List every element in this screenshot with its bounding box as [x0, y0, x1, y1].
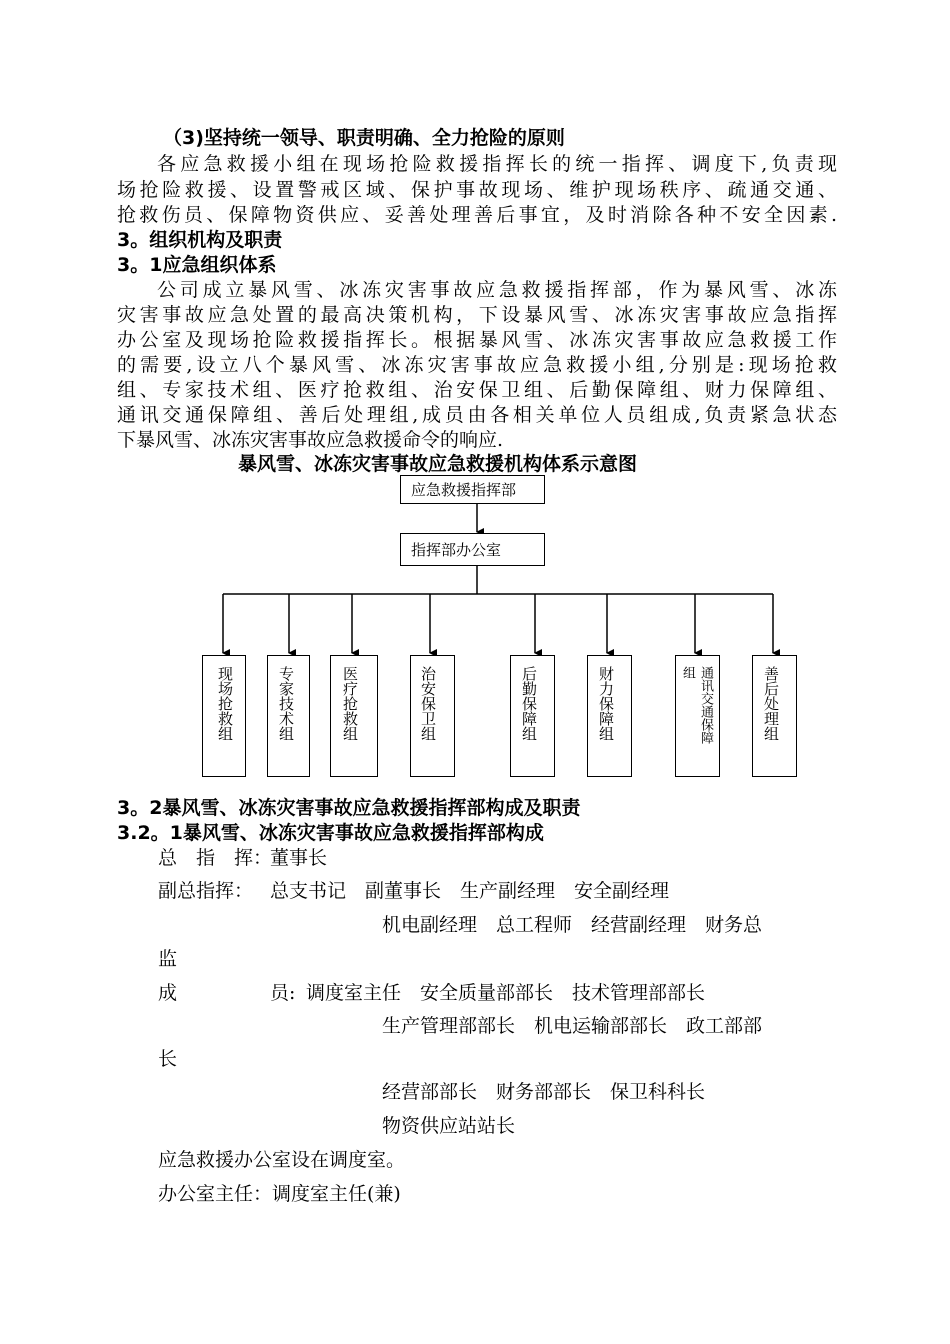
group-box-7: [675, 655, 720, 777]
heading-3-1: 3。1应急组织体系: [117, 254, 277, 276]
heading-3-2-1: 3.2。1暴风雪、冰冻灾害事故应急救援指挥部构成: [117, 822, 544, 844]
members-row-1: 调度室主任 安全质量部部长 技术管理部部长: [306, 982, 706, 1004]
heading-3: 3。组织机构及职责: [117, 229, 283, 251]
members-row-2: 生产管理部部长 机电运输部部长 政工部部: [382, 1015, 763, 1037]
deputy-row-2: 机电副经理 总工程师 经营副经理 财务总: [382, 914, 763, 936]
para2-line-4: 的需要,设立八个暴风雪、冰冻灾害事故应急救援小组,分别是:现场抢救: [117, 354, 837, 376]
para2-line-7: 下暴风雪、冰冻灾害事故应急救援命令的响应.: [117, 429, 504, 451]
para2-line-2: 灾害事故应急处置的最高决策机构，下设暴风雪、冰冻灾害事故应急指挥: [117, 304, 837, 326]
hq-box: [400, 475, 545, 504]
para2-line-1: 公司成立暴风雪、冰冻灾害事故应急救援指挥部，作为暴风雪、冰冻: [157, 279, 837, 301]
group-box-6: [587, 655, 632, 777]
para2-line-3: 办公室及现场抢险救援指挥长。根据暴风雪、冰冻灾害事故应急救援工作: [117, 329, 837, 351]
para1-line-3: 抢救伤员、保障物资供应、妥善处理善后事宜，及时消除各种不安全因素.: [117, 204, 837, 226]
deputy-row-1: 总支书记 副董事长 生产副经理 安全副经理: [270, 880, 670, 902]
group-box-4: [410, 655, 455, 777]
group-label-5: 后勤保障组: [520, 666, 538, 741]
members-row-4: 物资供应站站长: [382, 1115, 516, 1137]
group-label-7-extra: 组: [680, 666, 695, 679]
members-label-b: 员:: [270, 982, 296, 1004]
group-box-8: [752, 655, 797, 777]
para1-line-1: 各应急救援小组在现场抢险救援指挥长的统一指挥、调度下,负责现: [157, 153, 837, 175]
diagram-title: 暴风雪、冰冻灾害事故应急救援机构体系示意图: [238, 453, 638, 475]
group-label-8: 善后处理组: [762, 666, 780, 741]
group-label-4: 治安保卫组: [419, 666, 437, 741]
para2-line-5: 组、专家技术组、医疗抢救组、治安保卫组、后勤保障组、财力保障组、: [117, 379, 837, 401]
principle-heading: （3)坚持统一领导、职责明确、全力抢险的原则: [163, 127, 565, 149]
heading-3-2: 3。2暴风雪、冰冻灾害事故应急救援指挥部构成及职责: [117, 797, 581, 819]
members-wrap: 长: [158, 1048, 178, 1070]
group-label-3: 医疗抢救组: [341, 666, 359, 741]
office-location: 应急救援办公室设在调度室。: [158, 1149, 406, 1171]
group-box-1: [202, 655, 246, 777]
group-label-2: 专家技术组: [277, 666, 295, 741]
deputy-label: 副总指挥：: [158, 880, 254, 902]
group-box-3: [330, 655, 378, 777]
group-label-6: 财力保障组: [597, 666, 615, 741]
commander-label: 总 指 挥：: [158, 847, 273, 869]
office-box-label: 指挥部办公室: [411, 541, 502, 559]
group-box-2: [267, 655, 310, 777]
para1-line-2: 场抢险救援、设置警戒区域、保护事故现场、维护现场秩序、疏通交通、: [117, 179, 837, 201]
group-label-1: 现场抢救组: [216, 666, 234, 741]
office-director: 办公室主任：调度室主任(兼): [158, 1183, 401, 1205]
deputy-wrap: 监: [158, 948, 178, 970]
members-label-a: 成: [158, 982, 178, 1004]
para2-line-6: 通讯交通保障组、善后处理组,成员由各相关单位人员组成,负责紧急状态: [117, 404, 837, 426]
group-box-5: [510, 655, 555, 777]
office-box: [400, 533, 545, 566]
members-row-3: 经营部部长 财务部部长 保卫科科长: [382, 1081, 706, 1103]
commander-value: 董事长: [270, 847, 328, 869]
group-label-7: 通讯交通保障: [698, 666, 713, 744]
hq-box-label: 应急救援指挥部: [411, 481, 517, 499]
